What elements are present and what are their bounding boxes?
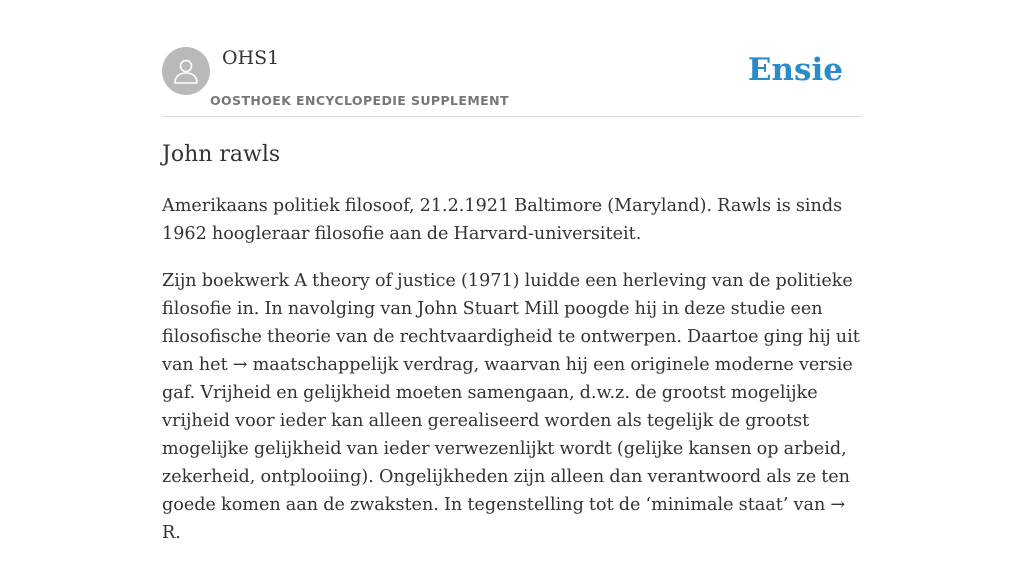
source-header	[162, 0, 862, 117]
ensie-logo[interactable]: Ensie	[747, 52, 843, 88]
article-paragraph: Zijn boekwerk A theory of justice (1971) luidde een herleving van de politieke filosofie in. In navolging van John Stuart Mill poogde hij in deze studie een filosofische theorie van de rechtvaardigheid te ontwerpen. Daartoe ging hij uit van het → maatschappelijk verdrag, waarvan hij een originele moderne versie gaf. Vrijheid en gelijkheid moeten samengaan, d.w.z. de grootst mogelijke vrijheid voor ieder kan alleen gerealiseerd worden als tegelijk de grootst mogelijke gelijkheid van ieder verwezenlijkt wordt (gelijke kansen op arbeid, zekerheid, ontplooiing). Ongelijkheden zijn alleen dan verantwoord als ze ten goede komen aan de zwaksten. In tegenstelling tot de ‘minimale staat’ van → R.	[162, 271, 860, 543]
article-body	[162, 192, 864, 566]
article-paragraph: Amerikaans politiek filosoof, 21.2.1921 Baltimore (Maryland). Rawls is sinds 1962 hoogleraar filosofie aan de Harvard-universiteit.	[162, 196, 843, 244]
source-avatar[interactable]	[162, 47, 210, 95]
source-short-name[interactable]: OHS1	[222, 47, 280, 69]
source-full-name: OOSTHOEK ENCYCLOPEDIE SUPPLEMENT	[210, 93, 509, 108]
article-title: John rawls	[162, 142, 281, 167]
page-container	[162, 0, 862, 543]
user-icon	[171, 56, 201, 86]
